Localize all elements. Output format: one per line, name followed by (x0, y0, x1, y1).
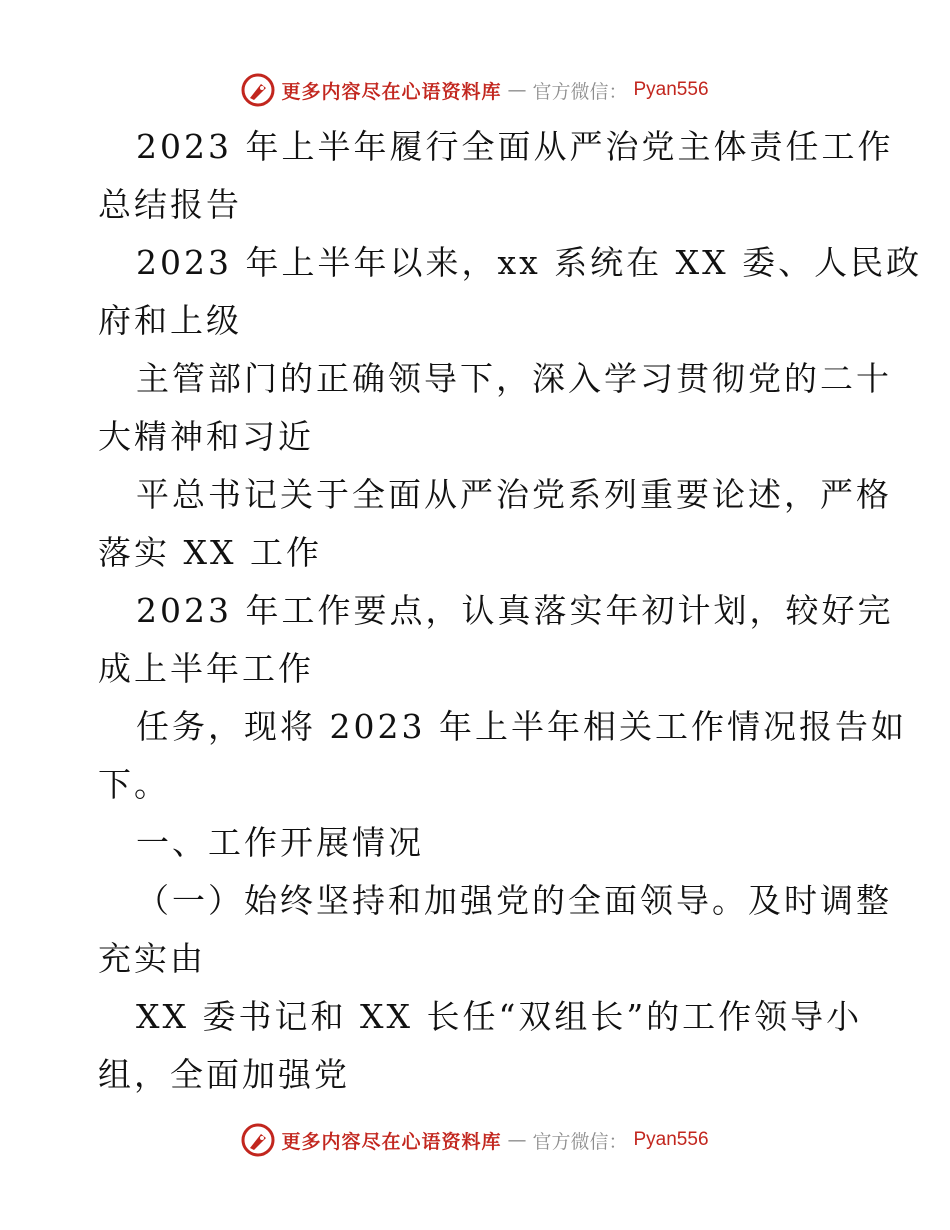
paragraph-line: 2023 年工作要点，认真落实年初计划，较好完 (136, 591, 894, 630)
paragraph-line: 落实 XX 工作 (98, 533, 322, 572)
pen-nib-logo-icon (241, 73, 275, 107)
header-watermark (0, 70, 950, 110)
paragraph-line: 2023 年上半年以来，xx 系统在 XX 委、人民政 (136, 243, 923, 282)
watermark-wechat-id: Pyan556 (633, 1129, 709, 1150)
watermark-sub-text: 官方微信： (532, 1130, 628, 1153)
paragraph-line: 主管部门的正确领导下，深入学习贯彻党的二十 (136, 359, 892, 398)
watermark-main-text: 更多内容尽在心语资料库 (281, 80, 502, 103)
section-heading: 一、工作开展情况 (136, 823, 424, 862)
paragraph-line: （一）始终坚持和加强党的全面领导。及时调整 (136, 881, 892, 920)
watermark-wechat-id: Pyan556 (633, 79, 709, 100)
watermark-main-text: 更多内容尽在心语资料库 (281, 1130, 502, 1153)
paragraph-line: 任务，现将 2023 年上半年相关工作情况报告如 (136, 707, 907, 746)
paragraph-line: 大精神和习近 (98, 417, 314, 456)
paragraph-line: 充实由 (98, 939, 206, 978)
paragraph-line: 成上半年工作 (98, 649, 314, 688)
document-body (98, 118, 923, 1104)
paragraph-line: 下。 (98, 765, 170, 804)
paragraph-line: 平总书记关于全面从严治党系列重要论述，严格 (136, 475, 892, 514)
pen-nib-logo-icon (241, 1123, 275, 1157)
title-line-1: 2023 年上半年履行全面从严治党主体责任工作 (136, 127, 894, 166)
watermark-separator: — (507, 1129, 527, 1151)
title-line-2: 总结报告 (98, 185, 242, 224)
watermark-sub-text: 官方微信： (532, 80, 628, 103)
footer-watermark (0, 1120, 950, 1160)
paragraph-line: 组，全面加强党 (98, 1055, 350, 1094)
paragraph-line: XX 委书记和 XX 长任“双组长”的工作领导小 (136, 997, 863, 1036)
watermark-separator: — (507, 79, 527, 101)
paragraph-line: 府和上级 (98, 301, 242, 340)
